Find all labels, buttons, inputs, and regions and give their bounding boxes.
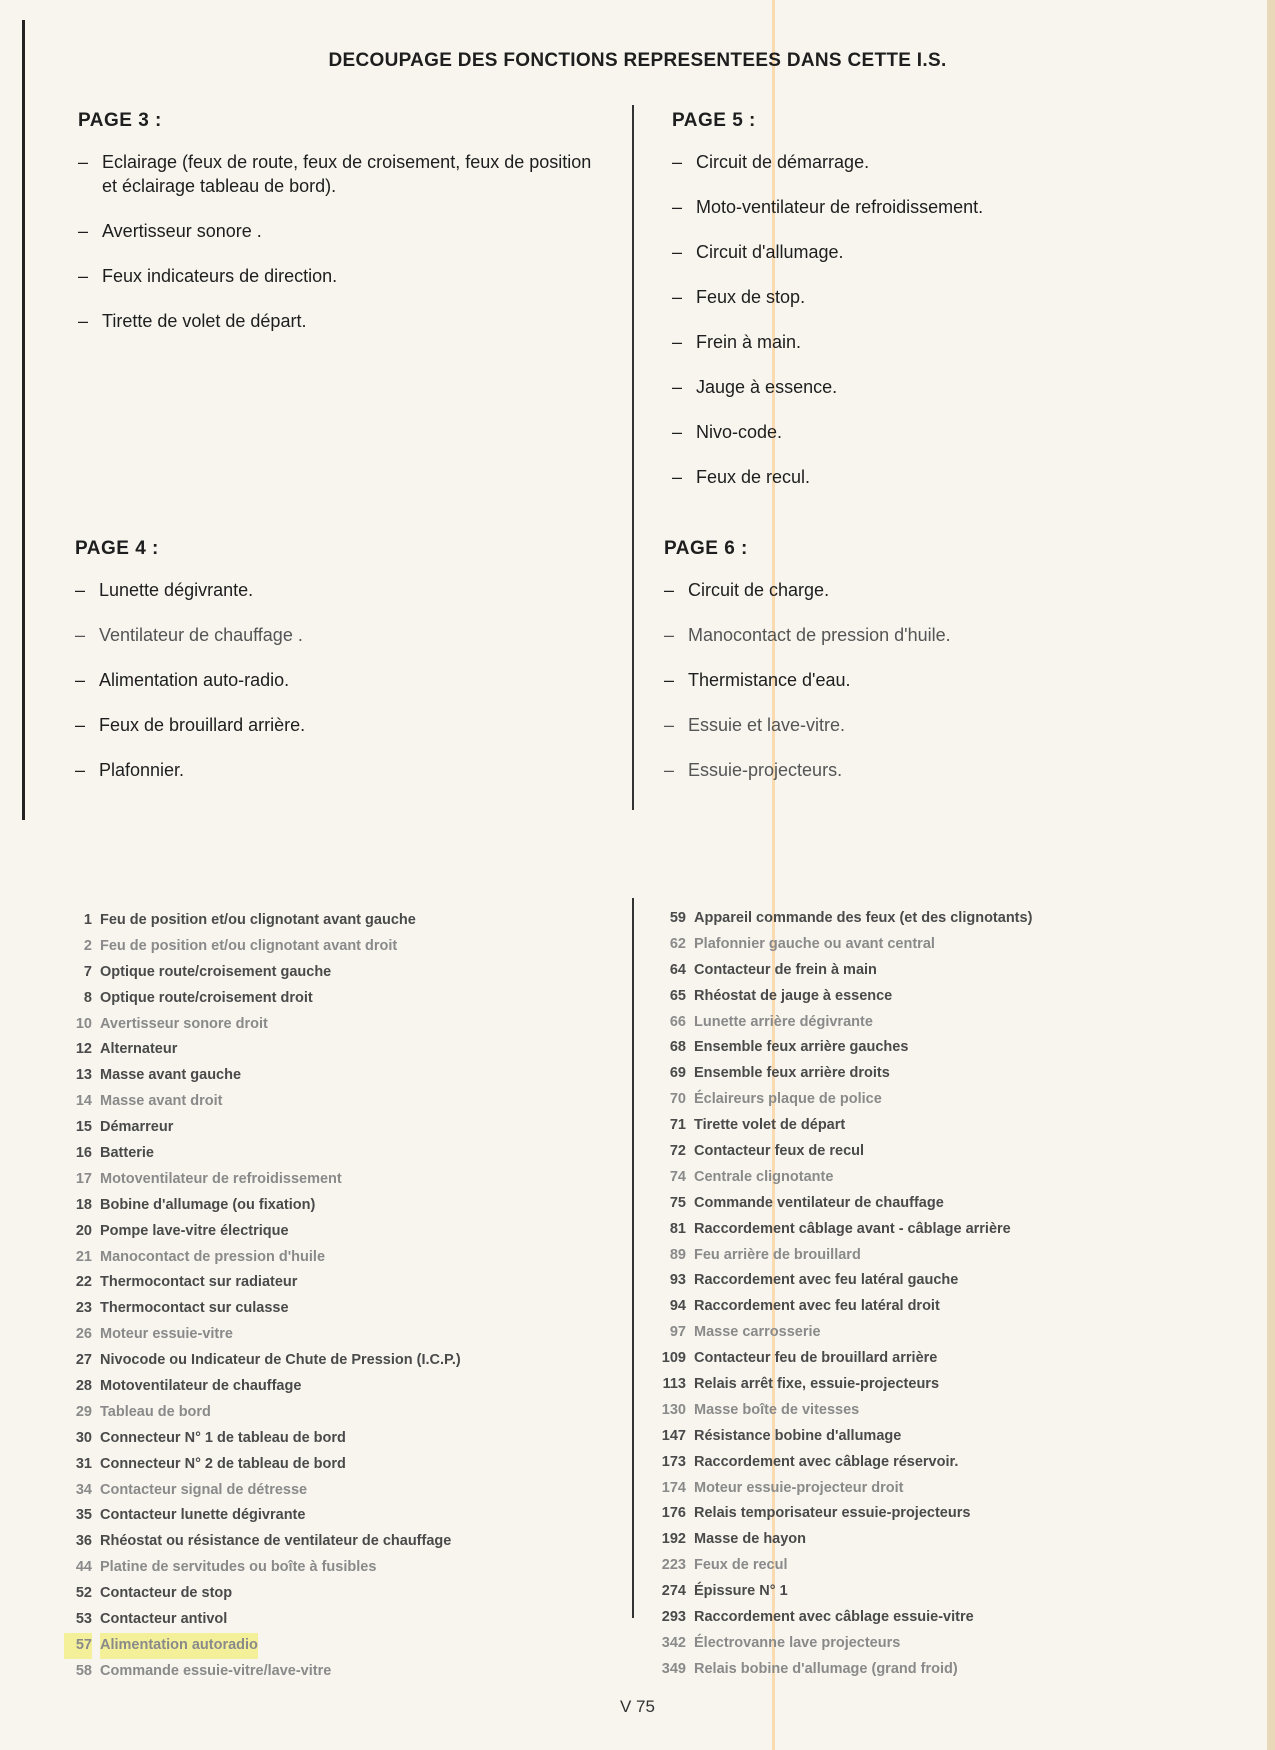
legend-number: 31 bbox=[75, 1455, 92, 1472]
legend-number: 30 bbox=[75, 1429, 92, 1446]
component-legend-left bbox=[64, 908, 624, 1685]
legend-row bbox=[64, 1503, 624, 1529]
legend-label: Contacteur de frein à main bbox=[694, 961, 877, 978]
legend-number: 20 bbox=[75, 1222, 92, 1239]
legend-row bbox=[64, 986, 624, 1012]
function-item: – Circuit de démarrage. bbox=[672, 152, 870, 172]
section-heading: PAGE 5 : bbox=[672, 110, 756, 131]
legend-row bbox=[658, 1605, 1218, 1631]
legend-number: 34 bbox=[75, 1481, 92, 1498]
legend-number: 27 bbox=[75, 1352, 92, 1369]
legend-label: Feux de recul bbox=[694, 1557, 788, 1574]
legend-number: 174 bbox=[661, 1479, 686, 1496]
legend-row bbox=[64, 1141, 624, 1167]
left-margin-rule bbox=[22, 20, 25, 820]
legend-label: Contacteur lunette dégivrante bbox=[100, 1507, 306, 1524]
section-heading: PAGE 4 : bbox=[75, 538, 159, 559]
legend-label: Contacteur feu de brouillard arrière bbox=[694, 1350, 938, 1367]
legend-number: 192 bbox=[661, 1531, 686, 1548]
legend-row bbox=[658, 1268, 1218, 1294]
section-page-5 bbox=[672, 110, 1192, 510]
legend-label: Masse avant gauche bbox=[100, 1067, 242, 1084]
legend-number: 23 bbox=[75, 1300, 92, 1317]
legend-label: Épissure N° 1 bbox=[694, 1583, 788, 1600]
legend-row bbox=[64, 1167, 624, 1193]
legend-row bbox=[64, 1659, 624, 1685]
column-divider-bottom bbox=[632, 898, 634, 1618]
legend-number: 68 bbox=[669, 1039, 686, 1056]
legend-row bbox=[64, 1322, 624, 1348]
legend-label: Tirette volet de départ bbox=[694, 1117, 846, 1134]
legend-number: 81 bbox=[669, 1220, 686, 1237]
legend-label: Appareil commande des feux (et des clignotants) bbox=[694, 910, 1033, 926]
legend-row bbox=[64, 1374, 624, 1400]
legend-label: Centrale clignotante bbox=[694, 1168, 834, 1185]
legend-number: 62 bbox=[669, 935, 686, 952]
legend-label: Commande essuie-vitre/lave-vitre bbox=[100, 1662, 332, 1679]
legend-row bbox=[64, 1607, 624, 1633]
legend-number: 8 bbox=[83, 989, 92, 1006]
legend-label: Contacteur feux de recul bbox=[694, 1143, 865, 1160]
legend-label: Contacteur antivol bbox=[100, 1611, 228, 1628]
legend-row bbox=[658, 1346, 1218, 1372]
function-item: – Essuie-projecteurs. bbox=[664, 760, 843, 780]
legend-row bbox=[658, 1657, 1218, 1683]
legend-number: 52 bbox=[75, 1585, 92, 1602]
legend-number: 109 bbox=[661, 1350, 686, 1367]
legend-number: 22 bbox=[75, 1274, 92, 1291]
legend-label: Raccordement avec câblage essuie-vitre bbox=[694, 1609, 974, 1626]
legend-number: 223 bbox=[661, 1557, 686, 1574]
legend-row bbox=[658, 1398, 1218, 1424]
function-item: – Plafonnier. bbox=[75, 760, 185, 780]
legend-number: 18 bbox=[75, 1196, 92, 1213]
function-item: – Manocontact de pression d'huile. bbox=[664, 625, 951, 645]
function-item: – Circuit de charge. bbox=[664, 580, 830, 600]
legend-number: 35 bbox=[75, 1507, 92, 1524]
legend-number: 15 bbox=[75, 1119, 92, 1136]
legend-label: Démarreur bbox=[100, 1119, 174, 1136]
legend-label: Batterie bbox=[100, 1145, 154, 1162]
page-title: DECOUPAGE DES FONCTIONS REPRESENTEES DANS CETTE I.S. bbox=[328, 50, 947, 71]
legend-number: 59 bbox=[669, 910, 686, 926]
legend-label: Rhéostat ou résistance de ventilateur de chauffage bbox=[100, 1533, 452, 1550]
legend-row bbox=[64, 1348, 624, 1374]
section-heading: PAGE 3 : bbox=[78, 110, 162, 131]
legend-label: Masse carrosserie bbox=[694, 1324, 821, 1341]
legend-number: 113 bbox=[662, 1376, 686, 1393]
legend-label: Motoventilateur de chauffage bbox=[100, 1378, 302, 1395]
legend-row bbox=[658, 1476, 1218, 1502]
legend-row bbox=[64, 1529, 624, 1555]
function-item: – Alimentation auto-radio. bbox=[75, 670, 290, 690]
legend-row bbox=[658, 1113, 1218, 1139]
legend-number: 72 bbox=[669, 1143, 686, 1160]
legend-row bbox=[64, 1063, 624, 1089]
function-item: – Eclairage (feux de route, feux de croisement, feux de position et éclairage tableau de bord). bbox=[78, 152, 592, 196]
legend-number: 342 bbox=[661, 1634, 686, 1651]
legend-number: 44 bbox=[75, 1559, 92, 1576]
legend-number: 66 bbox=[669, 1013, 686, 1030]
legend-number: 12 bbox=[75, 1041, 92, 1058]
legend-label: Optique route/croisement gauche bbox=[100, 963, 332, 980]
legend-row bbox=[64, 1426, 624, 1452]
function-item: – Frein à main. bbox=[672, 332, 802, 352]
legend-number: 74 bbox=[669, 1168, 686, 1185]
legend-label: Masse avant droit bbox=[100, 1093, 223, 1110]
function-item: – Lunette dégivrante. bbox=[75, 580, 254, 600]
function-item: – Jauge à essence. bbox=[672, 377, 838, 397]
legend-label: Thermocontact sur radiateur bbox=[100, 1274, 298, 1291]
function-item: – Moto-ventilateur de refroidissement. bbox=[672, 197, 984, 217]
legend-row bbox=[658, 1061, 1218, 1087]
legend-label: Alternateur bbox=[100, 1041, 178, 1058]
legend-row bbox=[658, 1087, 1218, 1113]
legend-label: Connecteur N° 1 de tableau de bord bbox=[100, 1429, 346, 1446]
legend-row bbox=[64, 1296, 624, 1322]
legend-number: 64 bbox=[669, 961, 686, 978]
legend-number: 1 bbox=[83, 912, 92, 928]
legend-row bbox=[64, 1115, 624, 1141]
legend-label: Manocontact de pression d'huile bbox=[100, 1248, 326, 1265]
legend-row bbox=[64, 1400, 624, 1426]
legend-row bbox=[658, 1450, 1218, 1476]
legend-row bbox=[658, 1191, 1218, 1217]
legend-label: Plafonnier gauche ou avant central bbox=[694, 935, 935, 952]
column-divider-top bbox=[632, 105, 634, 810]
legend-label: Relais arrêt fixe, essuie-projecteurs bbox=[694, 1376, 940, 1393]
legend-label: Relais temporisateur essuie-projecteurs bbox=[694, 1505, 971, 1522]
legend-label: Rhéostat de jauge à essence bbox=[694, 987, 893, 1004]
page-number: V 75 bbox=[620, 1697, 655, 1716]
legend-number: 7 bbox=[83, 963, 92, 980]
function-item: – Feux de stop. bbox=[672, 287, 806, 307]
legend-row bbox=[64, 1555, 624, 1581]
legend-number: 14 bbox=[75, 1093, 92, 1110]
legend-number: 274 bbox=[661, 1583, 686, 1600]
legend-number: 13 bbox=[75, 1067, 92, 1084]
legend-number: 93 bbox=[669, 1272, 686, 1289]
legend-label: Raccordement câblage avant - câblage arrière bbox=[694, 1220, 1011, 1237]
legend-row bbox=[64, 1478, 624, 1504]
legend-number: 89 bbox=[669, 1246, 686, 1263]
legend-number: 97 bbox=[669, 1324, 686, 1341]
function-item: – Ventilateur de chauffage . bbox=[75, 625, 303, 645]
legend-number: 75 bbox=[669, 1194, 686, 1211]
legend-label: Connecteur N° 2 de tableau de bord bbox=[100, 1455, 346, 1472]
legend-row bbox=[658, 1372, 1218, 1398]
legend-row bbox=[658, 1424, 1218, 1450]
legend-label: Feu de position et/ou clignotant avant gauche bbox=[100, 912, 416, 928]
legend-label: Masse de hayon bbox=[694, 1531, 807, 1548]
legend-number: 176 bbox=[661, 1505, 686, 1522]
legend-row bbox=[64, 1633, 624, 1659]
legend-number: 2 bbox=[83, 937, 92, 954]
legend-number: 16 bbox=[75, 1145, 92, 1162]
function-item: – Feux indicateurs de direction. bbox=[78, 266, 338, 286]
legend-row bbox=[658, 1010, 1218, 1036]
function-item: – Avertisseur sonore . bbox=[78, 221, 262, 241]
legend-label: Platine de servitudes ou boîte à fusibles bbox=[100, 1559, 377, 1576]
legend-row bbox=[64, 1193, 624, 1219]
section-page-3 bbox=[78, 110, 598, 354]
legend-row bbox=[658, 1320, 1218, 1346]
function-item: – Feux de brouillard arrière. bbox=[75, 715, 306, 735]
legend-row bbox=[64, 1270, 624, 1296]
legend-label: Moteur essuie-vitre bbox=[100, 1326, 233, 1343]
legend-label: Relais bobine d'allumage (grand froid) bbox=[694, 1660, 958, 1677]
legend-label: Pompe lave-vitre électrique bbox=[100, 1222, 289, 1239]
legend-row bbox=[64, 1037, 624, 1063]
legend-number: 69 bbox=[669, 1065, 686, 1082]
legend-label: Thermocontact sur culasse bbox=[100, 1300, 289, 1317]
function-item: – Nivo-code. bbox=[672, 422, 783, 442]
legend-label: Ensemble feux arrière droits bbox=[694, 1065, 890, 1082]
legend-row bbox=[64, 1245, 624, 1271]
legend-row bbox=[64, 908, 624, 934]
function-item: – Essuie et lave-vitre. bbox=[664, 715, 846, 735]
legend-row bbox=[658, 1217, 1218, 1243]
legend-number: 147 bbox=[661, 1427, 686, 1444]
legend-row bbox=[64, 1452, 624, 1478]
section-heading: PAGE 6 : bbox=[664, 538, 748, 559]
legend-label: Moteur essuie-projecteur droit bbox=[694, 1479, 904, 1496]
legend-number: 94 bbox=[669, 1298, 686, 1315]
legend-number: 10 bbox=[75, 1015, 92, 1032]
section-page-6 bbox=[664, 538, 1184, 803]
legend-number: 71 bbox=[669, 1117, 686, 1134]
legend-number: 28 bbox=[75, 1378, 92, 1395]
legend-number: 65 bbox=[669, 987, 686, 1004]
legend-label: Résistance bobine d'allumage bbox=[694, 1427, 902, 1444]
legend-number: 57 bbox=[64, 1633, 92, 1659]
legend-label: Tableau de bord bbox=[100, 1403, 211, 1420]
legend-row bbox=[64, 1089, 624, 1115]
legend-label: Motoventilateur de refroidissement bbox=[100, 1170, 342, 1187]
page-edge bbox=[1267, 0, 1275, 1750]
legend-number: 17 bbox=[75, 1170, 92, 1187]
legend-row bbox=[64, 1219, 624, 1245]
legend-label: Électrovanne lave projecteurs bbox=[694, 1634, 901, 1651]
legend-row bbox=[658, 1165, 1218, 1191]
legend-label: Nivocode ou Indicateur de Chute de Pression (I.C.P.) bbox=[100, 1352, 461, 1369]
legend-label: Raccordement avec câblage réservoir. bbox=[694, 1453, 959, 1470]
legend-label: Lunette arrière dégivrante bbox=[694, 1013, 873, 1030]
legend-number: 29 bbox=[75, 1403, 92, 1420]
legend-row bbox=[658, 1527, 1218, 1553]
legend-row bbox=[658, 958, 1218, 984]
legend-row bbox=[64, 960, 624, 986]
legend-label: Masse boîte de vitesses bbox=[694, 1401, 860, 1418]
legend-number: 173 bbox=[661, 1453, 686, 1470]
section-page-4 bbox=[75, 538, 595, 803]
legend-row bbox=[658, 984, 1218, 1010]
legend-number: 36 bbox=[75, 1533, 92, 1550]
legend-row bbox=[658, 906, 1218, 932]
legend-number: 130 bbox=[661, 1401, 686, 1418]
legend-label: Raccordement avec feu latéral droit bbox=[694, 1298, 940, 1315]
legend-label: Raccordement avec feu latéral gauche bbox=[694, 1272, 959, 1289]
legend-label: Ensemble feux arrière gauches bbox=[694, 1039, 909, 1056]
legend-row bbox=[658, 1579, 1218, 1605]
legend-label: Éclaireurs plaque de police bbox=[694, 1091, 882, 1108]
legend-number: 70 bbox=[669, 1091, 686, 1108]
legend-number: 26 bbox=[75, 1326, 92, 1343]
legend-row bbox=[658, 1294, 1218, 1320]
legend-label: Contacteur de stop bbox=[100, 1585, 233, 1602]
legend-row bbox=[658, 1553, 1218, 1579]
function-item: – Thermistance d'eau. bbox=[664, 670, 851, 690]
legend-row bbox=[658, 1139, 1218, 1165]
function-item: – Tirette de volet de départ. bbox=[78, 311, 307, 331]
legend-label: Commande ventilateur de chauffage bbox=[694, 1194, 944, 1211]
legend-label: Avertisseur sonore droit bbox=[100, 1015, 268, 1032]
function-item: – Circuit d'allumage. bbox=[672, 242, 844, 262]
legend-number: 58 bbox=[75, 1662, 92, 1679]
legend-number: 293 bbox=[661, 1609, 686, 1626]
component-legend-right bbox=[658, 906, 1218, 1683]
legend-label: Contacteur signal de détresse bbox=[100, 1481, 308, 1498]
legend-row bbox=[658, 1631, 1218, 1657]
legend-label: Feu arrière de brouillard bbox=[694, 1246, 861, 1263]
legend-row bbox=[64, 1581, 624, 1607]
legend-label: Feu de position et/ou clignotant avant droit bbox=[100, 937, 398, 954]
legend-label: Optique route/croisement droit bbox=[100, 989, 313, 1006]
function-item: – Feux de recul. bbox=[672, 467, 811, 487]
legend-row bbox=[64, 934, 624, 960]
legend-number: 53 bbox=[75, 1611, 92, 1628]
legend-number: 349 bbox=[661, 1660, 686, 1677]
legend-row bbox=[658, 932, 1218, 958]
legend-number: 21 bbox=[75, 1248, 92, 1265]
legend-label: Bobine d'allumage (ou fixation) bbox=[100, 1196, 316, 1213]
legend-label: Alimentation autoradio bbox=[100, 1633, 258, 1659]
legend-row bbox=[658, 1035, 1218, 1061]
legend-row bbox=[658, 1243, 1218, 1269]
legend-row bbox=[64, 1012, 624, 1038]
legend-row bbox=[658, 1501, 1218, 1527]
